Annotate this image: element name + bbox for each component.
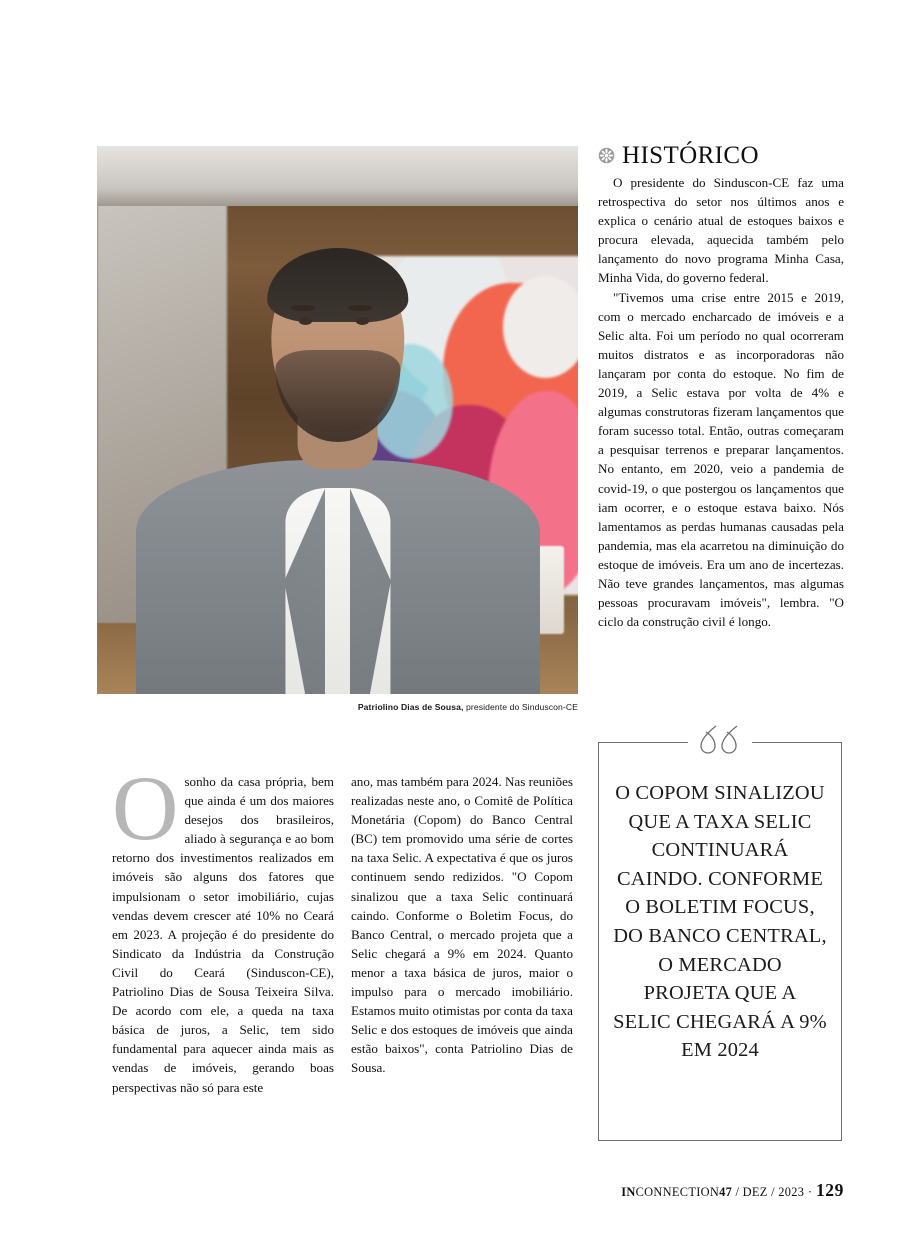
- body-column-1: [112, 757, 334, 1097]
- section-column: [598, 143, 844, 631]
- quote-open-icon: [688, 724, 752, 758]
- section-paragraph-2: "Tivemos uma crise entre 2015 e 2019, com o mercado encharcado de imóveis e a Selic alta. Foi um período no qual ocorreram muitos distratos e as incorporadoras não lançaram por conta do estoque. No fim de 2019, a Selic estava por volta de 4% e algumas construtoras fizeram lançamentos que foram sucesso total. Então, outras começaram a pesquisar terrenos e preparar lançamentos. No entanto, em 2020, veio a pandemia de covid-19, o que postergou os lançamentos que iam ocorrer, e o estoque estava baixo. Nós lamentamos as perdas humanas causadas pela pandemia, mas ela acarretou na diminuição do estoque de imóveis. Era um ano de incertezas. Não teve grandes lançamentos, mas algumas pessoas procuravam imóveis", lembra. "O ciclo da construção civil é longo.: [598, 289, 844, 630]
- body-paragraph-1: [112, 757, 334, 1097]
- footer-brand-rest: CONNECTION: [635, 1185, 720, 1199]
- article-photo: [97, 146, 578, 694]
- pull-quote-text: O COPOM SINALIZOU QUE A TAXA SELIC CONTINUARÁ CAINDO. CONFORME O BOLETIM FOCUS, DO BANCO CENTRAL, O MERCADO PROJETA QUE A SELIC CHEGARÁ A 9% EM 2024: [613, 782, 827, 1062]
- section-heading: [598, 143, 844, 168]
- body-paragraph-2: ano, mas também para 2024. Nas reuniões realizadas neste ano, o Comitê de Política Monetária (Copom) do Banco Central (BC) tem promovido uma série de cortes na taxa Selic. A expectativa é que os juros continuem sendo redizidos. "O Copom sinalizou que a taxa Selic continuará caindo. Conforme o Boletim Focus, do Banco Central, o mercado projeta que a Selic chegará a 9% em 2024. Quanto menor a taxa básica de juros, maior o impulso para o mercado imobiliário. Estamos muito otimistas por conta da taxa Selic e dos estoques de imóveis que ainda estão baixos", conta Patriolino Dias de Sousa.: [351, 774, 573, 1076]
- photo-ceiling: [97, 146, 578, 206]
- asterisk-flower-icon: [598, 147, 615, 164]
- drop-cap: O: [112, 757, 179, 859]
- caption-person-name: Patriolino Dias de Sousa,: [357, 702, 464, 712]
- section-paragraph-1: O presidente do Sinduscon-CE faz uma retrospectiva do setor nos últimos anos e explica o cenário atual de estoques baixos e procura elevada, aquecida também pelo lançamento do novo programa Minha Casa, Minha Vida, do governo federal.: [598, 175, 844, 286]
- caption-person-role: presidente do Sinduscon-CE: [463, 702, 578, 712]
- footer-page-number: 129: [815, 1180, 844, 1200]
- pull-quote-box: [598, 742, 842, 1141]
- footer-year: 2023: [778, 1185, 805, 1199]
- footer-sep-2: /: [767, 1185, 779, 1199]
- photo-subject-portrait: [135, 239, 539, 694]
- footer-sep-1: /: [732, 1185, 743, 1199]
- footer-dot: ·: [804, 1184, 816, 1199]
- section-title: HISTÓRICO: [622, 142, 759, 169]
- body-column-2: [351, 772, 573, 1078]
- footer-month: DEZ: [742, 1185, 768, 1199]
- footer-issue: 47: [719, 1185, 733, 1199]
- page-footer: [0, 1180, 844, 1201]
- body-column-1-text: sonho da casa própria, bem que ainda é um dos maiores desejos dos brasileiros, aliado à segurança e ao bom retorno dos investimentos realizados em imóveis são alguns dos fatores que impulsionam o setor imobiliário, cujas vendas devem crescer até 10% no Ceará em 2023. A projeção é do presidente do Sindicato da Indústria da Construção Civil do Ceará (Sinduscon-CE), Patriolino Dias de Sousa Teixeira Silva. De acordo com ele, a queda na taxa básica de juros, a Selic, tem sido fundamental para aquecer ainda mais as vendas de imóveis, gerando boas perspectivas não só para este: [112, 774, 334, 1095]
- photo-caption: [97, 702, 578, 712]
- footer-brand-bold: IN: [621, 1185, 636, 1199]
